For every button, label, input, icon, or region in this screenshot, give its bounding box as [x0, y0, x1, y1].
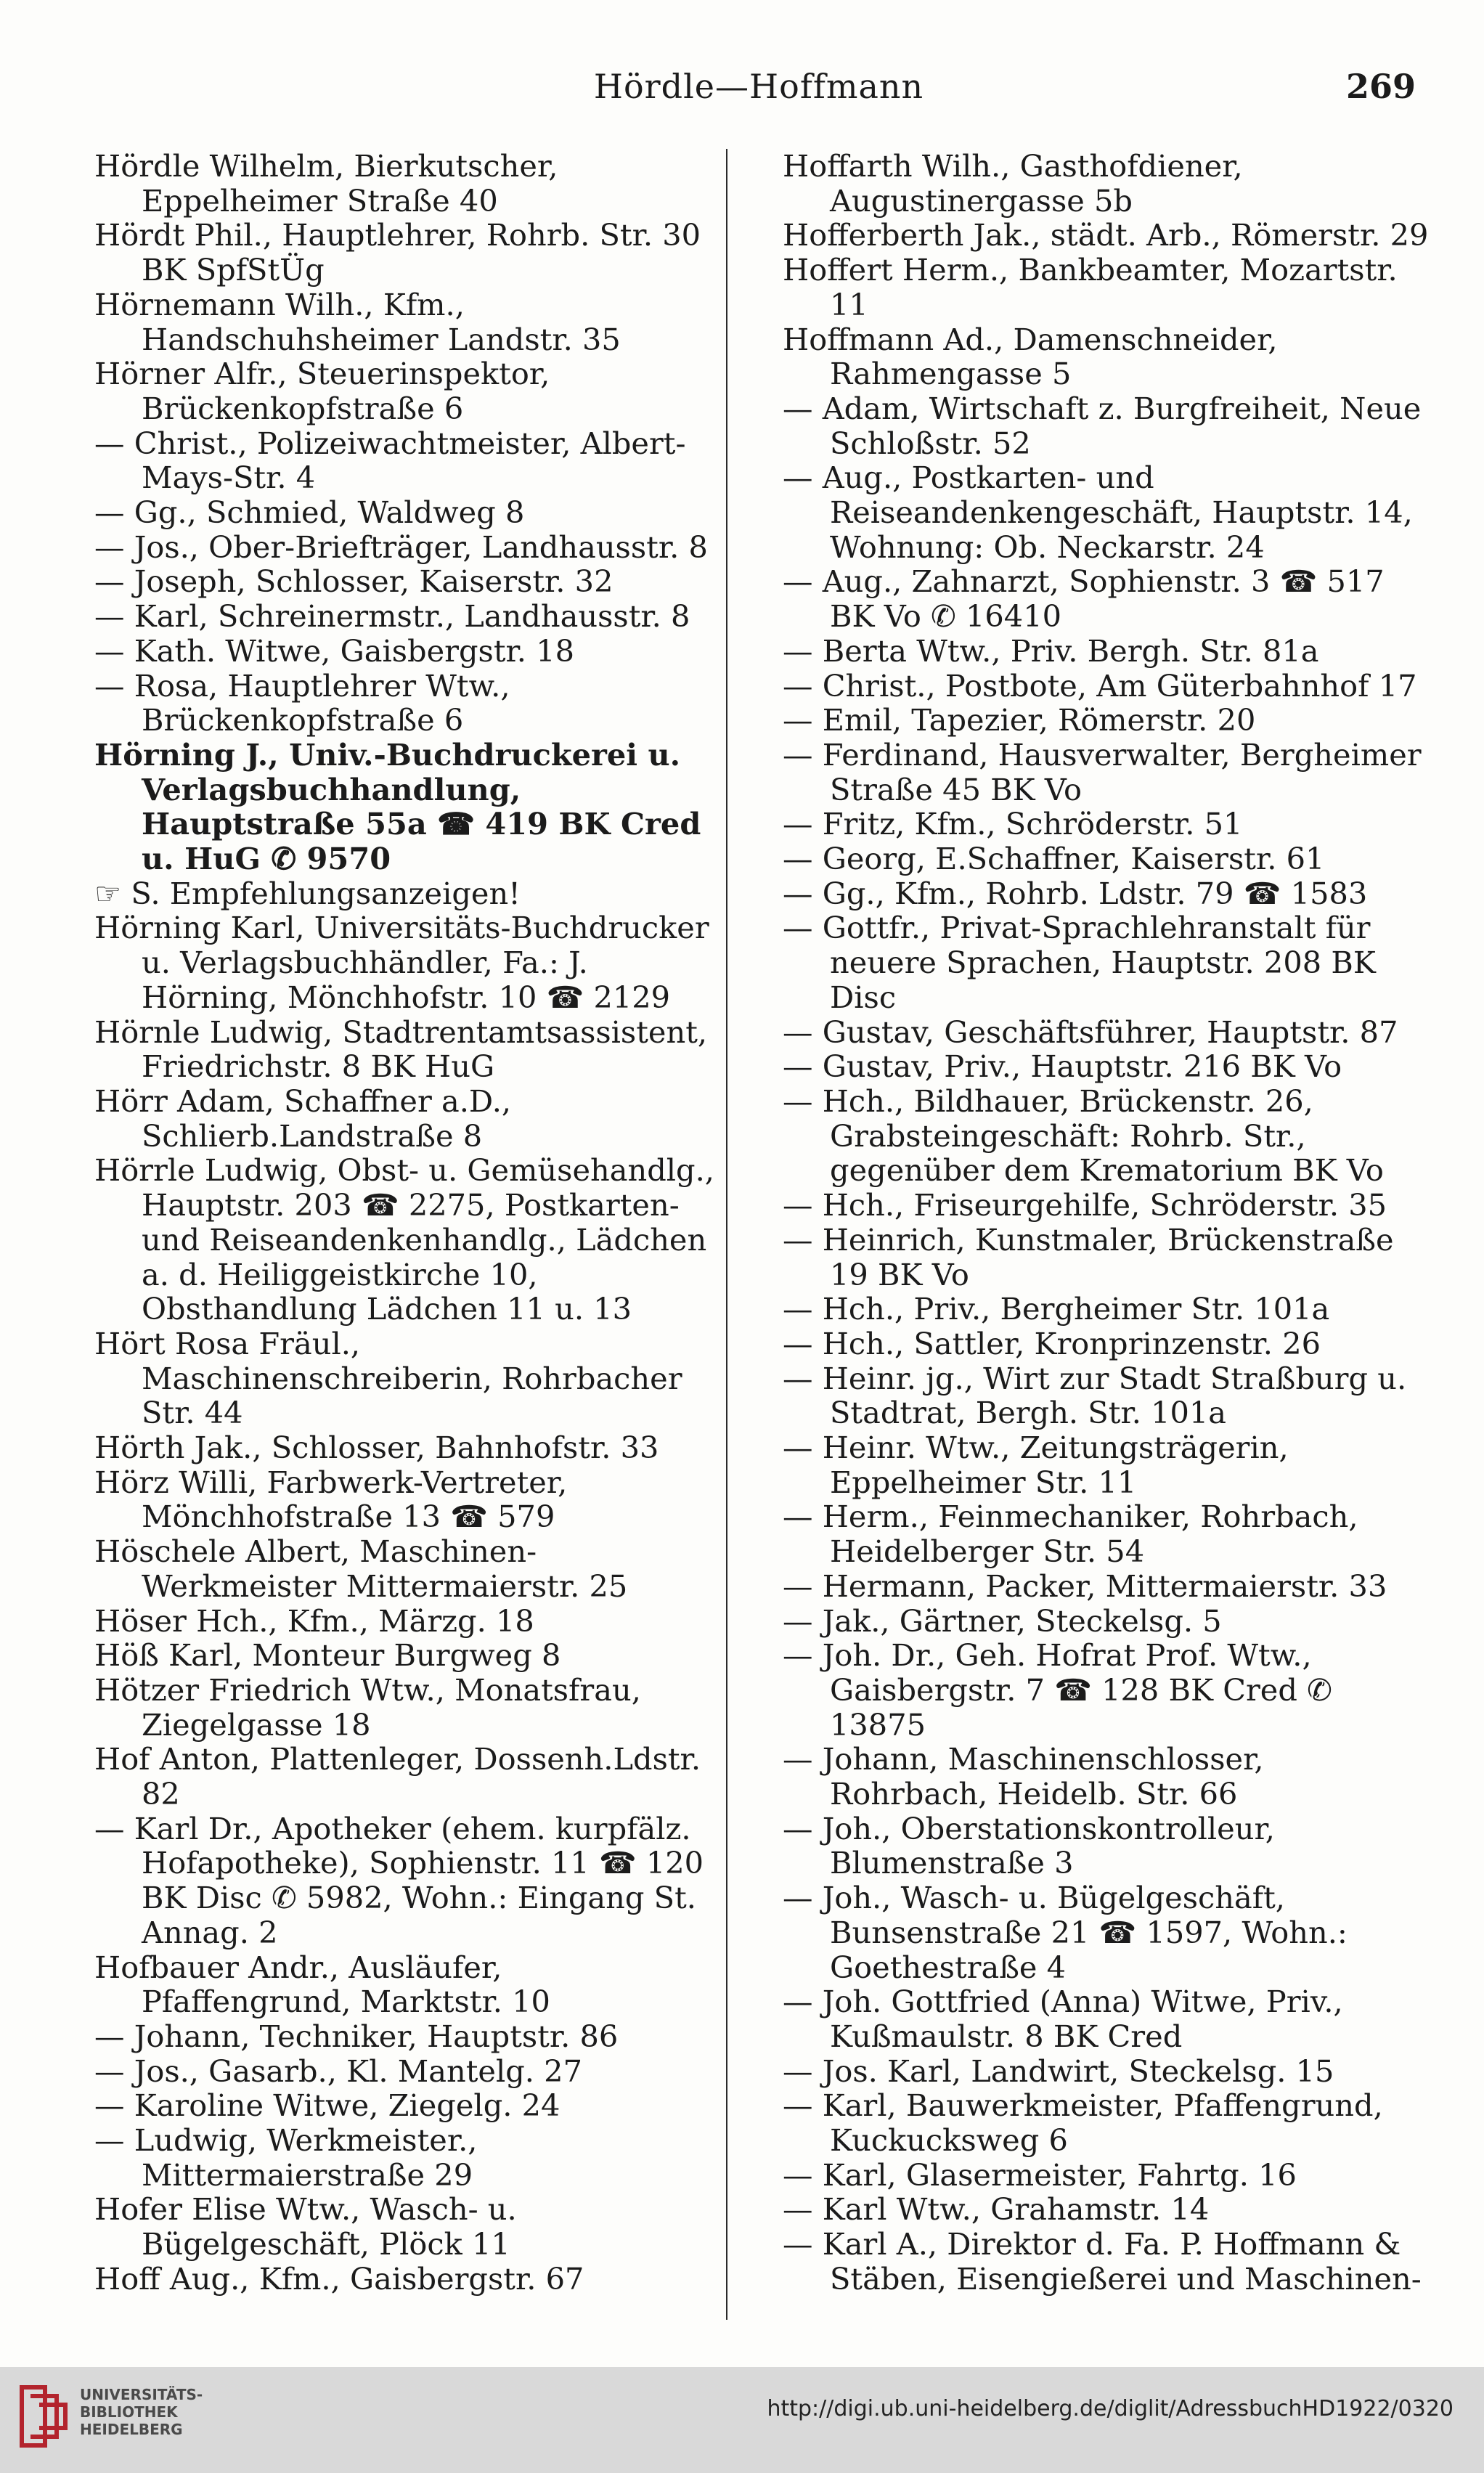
directory-entry: Hörner Alfr., Steuerinspektor, Brückenkopfstraße 6 — [94, 356, 550, 426]
directory-entry: Hoffert Herm., Bankbeamter, Mozartstr. 11 — [783, 252, 1398, 322]
directory-entry: — Aug., Postkarten- und Reiseandenkengeschäft, Hauptstr. 14, Wohnung: Ob. Neckarstr. 24 — [783, 460, 1413, 565]
directory-entry: Höschele Albert, Maschinen-Werkmeister Mittermaierstr. 25 — [94, 1533, 628, 1604]
university-library-logo-icon — [16, 2380, 68, 2453]
directory-entry: — Hch., Priv., Bergheimer Str. 101a — [783, 1291, 1330, 1327]
directory-entry: — Joh., Oberstationskontrolleur, Blumenstraße 3 — [783, 1810, 1275, 1881]
running-title: Hördle—Hoffmann — [593, 67, 924, 106]
page-number: 269 — [1345, 67, 1416, 106]
directory-entry: — Gustav, Priv., Hauptstr. 216 BK Vo — [783, 1048, 1342, 1085]
directory-entry: — Gustav, Geschäftsführer, Hauptstr. 87 — [783, 1014, 1398, 1050]
directory-entry: — Hch., Bildhauer, Brückenstr. 26, Grabsteingeschäft: Rohrb. Str., gegenüber dem Krematorium BK Vo — [783, 1083, 1384, 1189]
directory-entry: — Ludwig, Werkmeister., Mittermaierstraße 29 — [94, 2122, 478, 2193]
directory-entry: — Hch., Friseurgehilfe, Schröderstr. 35 — [783, 1187, 1387, 1223]
footer-bar — [0, 2367, 1484, 2473]
directory-entry: — Gg., Schmied, Waldweg 8 — [94, 494, 525, 531]
directory-entry: — Fritz, Kfm., Schröderstr. 51 — [783, 806, 1243, 842]
directory-entry: — Adam, Wirtschaft z. Burgfreiheit, Neue Schloßstr. 52 — [783, 390, 1422, 461]
directory-entry: — Rosa, Hauptlehrer Wtw., Brückenkopfstraße 6 — [94, 667, 510, 738]
directory-entry: Hoffarth Wilh., Gasthofdiener, Augustinergasse 5b — [783, 148, 1243, 219]
directory-entry: — Herm., Feinmechaniker, Rohrbach, Heidelberger Str. 54 — [783, 1499, 1358, 1570]
page-header — [94, 67, 1423, 118]
directory-entry: Hörr Adam, Schaffner a.D., Schlierb.Landstraße 8 — [94, 1083, 512, 1154]
directory-entry: — Hch., Sattler, Kronprinzenstr. 26 — [783, 1325, 1321, 1361]
directory-entry: Hört Rosa Fräul., Maschinenschreiberin, Rohrbacher Str. 44 — [94, 1325, 682, 1431]
source-url[interactable]: http://digi.ub.uni-heidelberg.de/diglit/AdressbuchHD1922/0320 — [767, 2396, 1454, 2421]
directory-entry: Hof Anton, Plattenleger, Dossenh.Ldstr. 82 — [94, 1741, 701, 1812]
directory-entry: — Berta Wtw., Priv. Bergh. Str. 81a — [783, 632, 1319, 669]
directory-entry: Hördle Wilhelm, Bierkutscher, Eppelheimer Straße 40 — [94, 148, 558, 219]
directory-entry: Höß Karl, Monteur Burgweg 8 — [94, 1637, 561, 1674]
directory-entry: — Gg., Kfm., Rohrb. Ldstr. 79 ☎ 1583 — [783, 875, 1368, 911]
directory-entry: — Georg, E.Schaffner, Kaiserstr. 61 — [783, 841, 1325, 877]
directory-entry: Hörning Karl, Universitäts-Buchdrucker u. Verlagsbuchhändler, Fa.: J. Hörning, Mönchhofstr. 10 ☎ 2129 — [94, 910, 709, 1015]
library-name-line-2: BIBLIOTHEK — [80, 2403, 178, 2421]
directory-entry: — Aug., Zahnarzt, Sophienstr. 3 ☎ 517 BK Vo ✆ 16410 — [783, 563, 1385, 635]
directory-entry: Höser Hch., Kfm., Märzg. 18 — [94, 1602, 534, 1639]
directory-entry: — Kath. Witwe, Gaisbergstr. 18 — [94, 632, 575, 669]
column-divider — [726, 149, 727, 2320]
directory-entry: — Karl, Glasermeister, Fahrtg. 16 — [783, 2156, 1297, 2193]
directory-entry: Hoffmann Ad., Damenschneider, Rahmengasse 5 — [783, 321, 1278, 392]
right-column — [783, 149, 1429, 2297]
directory-entry: Hofbauer Andr., Ausläufer, Pfaffengrund, Marktstr. 10 — [94, 1949, 550, 2020]
directory-entry: — Heinrich, Kunstmaler, Brückenstraße 19 BK Vo — [783, 1221, 1394, 1292]
directory-entry: Hörnemann Wilh., Kfm., Handschuhsheimer Landstr. 35 — [94, 286, 621, 357]
directory-entry: — Jak., Gärtner, Steckelsg. 5 — [783, 1602, 1222, 1639]
directory-entry: — Joseph, Schlosser, Kaiserstr. 32 — [94, 563, 613, 600]
directory-entry: Hoff Aug., Kfm., Gaisbergstr. 67 — [94, 2260, 584, 2297]
directory-entry: — Karl, Bauwerkmeister, Pfaffengrund, Kuckucksweg 6 — [783, 2087, 1383, 2159]
directory-entry: — Jos., Gasarb., Kl. Mantelg. 27 — [94, 2053, 582, 2089]
directory-entry: — Christ., Postbote, Am Güterbahnhof 17 — [783, 667, 1417, 704]
directory-entry: — Karl Wtw., Grahamstr. 14 — [783, 2191, 1210, 2228]
directory-entry: Hofferberth Jak., städt. Arb., Römerstr. 29 — [783, 217, 1429, 253]
directory-entry: — Heinr. Wtw., Zeitungsträgerin, Eppelheimer Str. 11 — [783, 1430, 1289, 1500]
directory-entry: — Jos. Karl, Landwirt, Steckelsg. 15 — [783, 2053, 1334, 2089]
directory-entry: — Ferdinand, Hausverwalter, Bergheimer Straße 45 BK Vo — [783, 736, 1422, 807]
directory-entry: — Joh. Gottfried (Anna) Witwe, Priv., Kußmaulstr. 8 BK Cred — [783, 1984, 1343, 2054]
directory-entry: Hötzer Friedrich Wtw., Monatsfrau, Ziegelgasse 18 — [94, 1671, 641, 1743]
directory-entry: — Christ., Polizeiwachtmeister, Albert-Mays-Str. 4 — [94, 425, 686, 496]
directory-entry: ☞ S. Empfehlungsanzeigen! — [94, 875, 521, 911]
left-column — [94, 149, 719, 2297]
directory-entry: — Gottfr., Privat-Sprachlehranstalt für neuere Sprachen, Hauptstr. 208 BK Disc — [783, 910, 1376, 1015]
directory-entry: — Emil, Tapezier, Römerstr. 20 — [783, 702, 1256, 738]
library-name-line-1: UNIVERSITÄTS- — [80, 2386, 203, 2403]
directory-entry: Hörnle Ludwig, Stadtrentamtsassistent, Friedrichstr. 8 BK HuG — [94, 1014, 708, 1085]
directory-entry: Hofer Elise Wtw., Wasch- u. Bügelgeschäft, Plöck 11 — [94, 2191, 517, 2262]
directory-entry: — Karoline Witwe, Ziegelg. 24 — [94, 2087, 560, 2124]
directory-entry: — Heinr. jg., Wirt zur Stadt Straßburg u. Stadtrat, Bergh. Str. 101a — [783, 1360, 1407, 1431]
directory-entry: — Karl, Schreinermstr., Landhausstr. 8 — [94, 598, 690, 635]
directory-entry: — Hermann, Packer, Mittermaierstr. 33 — [783, 1568, 1387, 1604]
directory-entry: — Johann, Techniker, Hauptstr. 86 — [94, 2018, 619, 2054]
directory-entry: — Karl Dr., Apotheker (ehem. kurpfälz. Hofapotheke), Sophienstr. 11 ☎ 120 BK Disc ✆ 5982, Wohn.: Eingang St. Annag. 2 — [94, 1810, 704, 1950]
directory-entry: — Karl A., Direktor d. Fa. P. Hoffmann & Stäben, Eisengießerei und Maschinen- — [783, 2226, 1422, 2297]
directory-entry: — Johann, Maschinenschlosser, Rohrbach, Heidelb. Str. 66 — [783, 1741, 1264, 1812]
directory-entry: Hördt Phil., Hauptlehrer, Rohrb. Str. 30 BK SpfStÜg — [94, 217, 701, 288]
directory-entry: Hörning J., Univ.-Buchdruckerei u. Verlagsbuchhandlung, Hauptstraße 55a ☎ 419 BK Cred u. HuG ✆ 9570 — [94, 736, 701, 877]
directory-entry: Hörrle Ludwig, Obst- u. Gemüsehandlg., Hauptstr. 203 ☎ 2275, Postkarten- und Reiseandenkenhandlg., Lädchen a. d. Heiliggeistkirche 10, Obsthandlung Lädchen 11 u. 13 — [94, 1152, 714, 1327]
directory-entry: — Joh. Dr., Geh. Hofrat Prof. Wtw., Gaisbergstr. 7 ☎ 128 BK Cred ✆ 13875 — [783, 1637, 1332, 1743]
library-name-line-3: HEIDELBERG — [80, 2421, 183, 2438]
library-name — [80, 2386, 203, 2438]
directory-entry: Hörth Jak., Schlosser, Bahnhofstr. 33 — [94, 1430, 659, 1466]
directory-entry: Hörz Willi, Farbwerk-Vertreter, Mönchhofstraße 13 ☎ 579 — [94, 1464, 568, 1535]
directory-entry: — Joh., Wasch- u. Bügelgeschäft, Bunsenstraße 21 ☎ 1597, Wohn.: Goethestraße 4 — [783, 1880, 1348, 1985]
directory-entry: — Jos., Ober-Briefträger, Landhausstr. 8 — [94, 529, 708, 565]
